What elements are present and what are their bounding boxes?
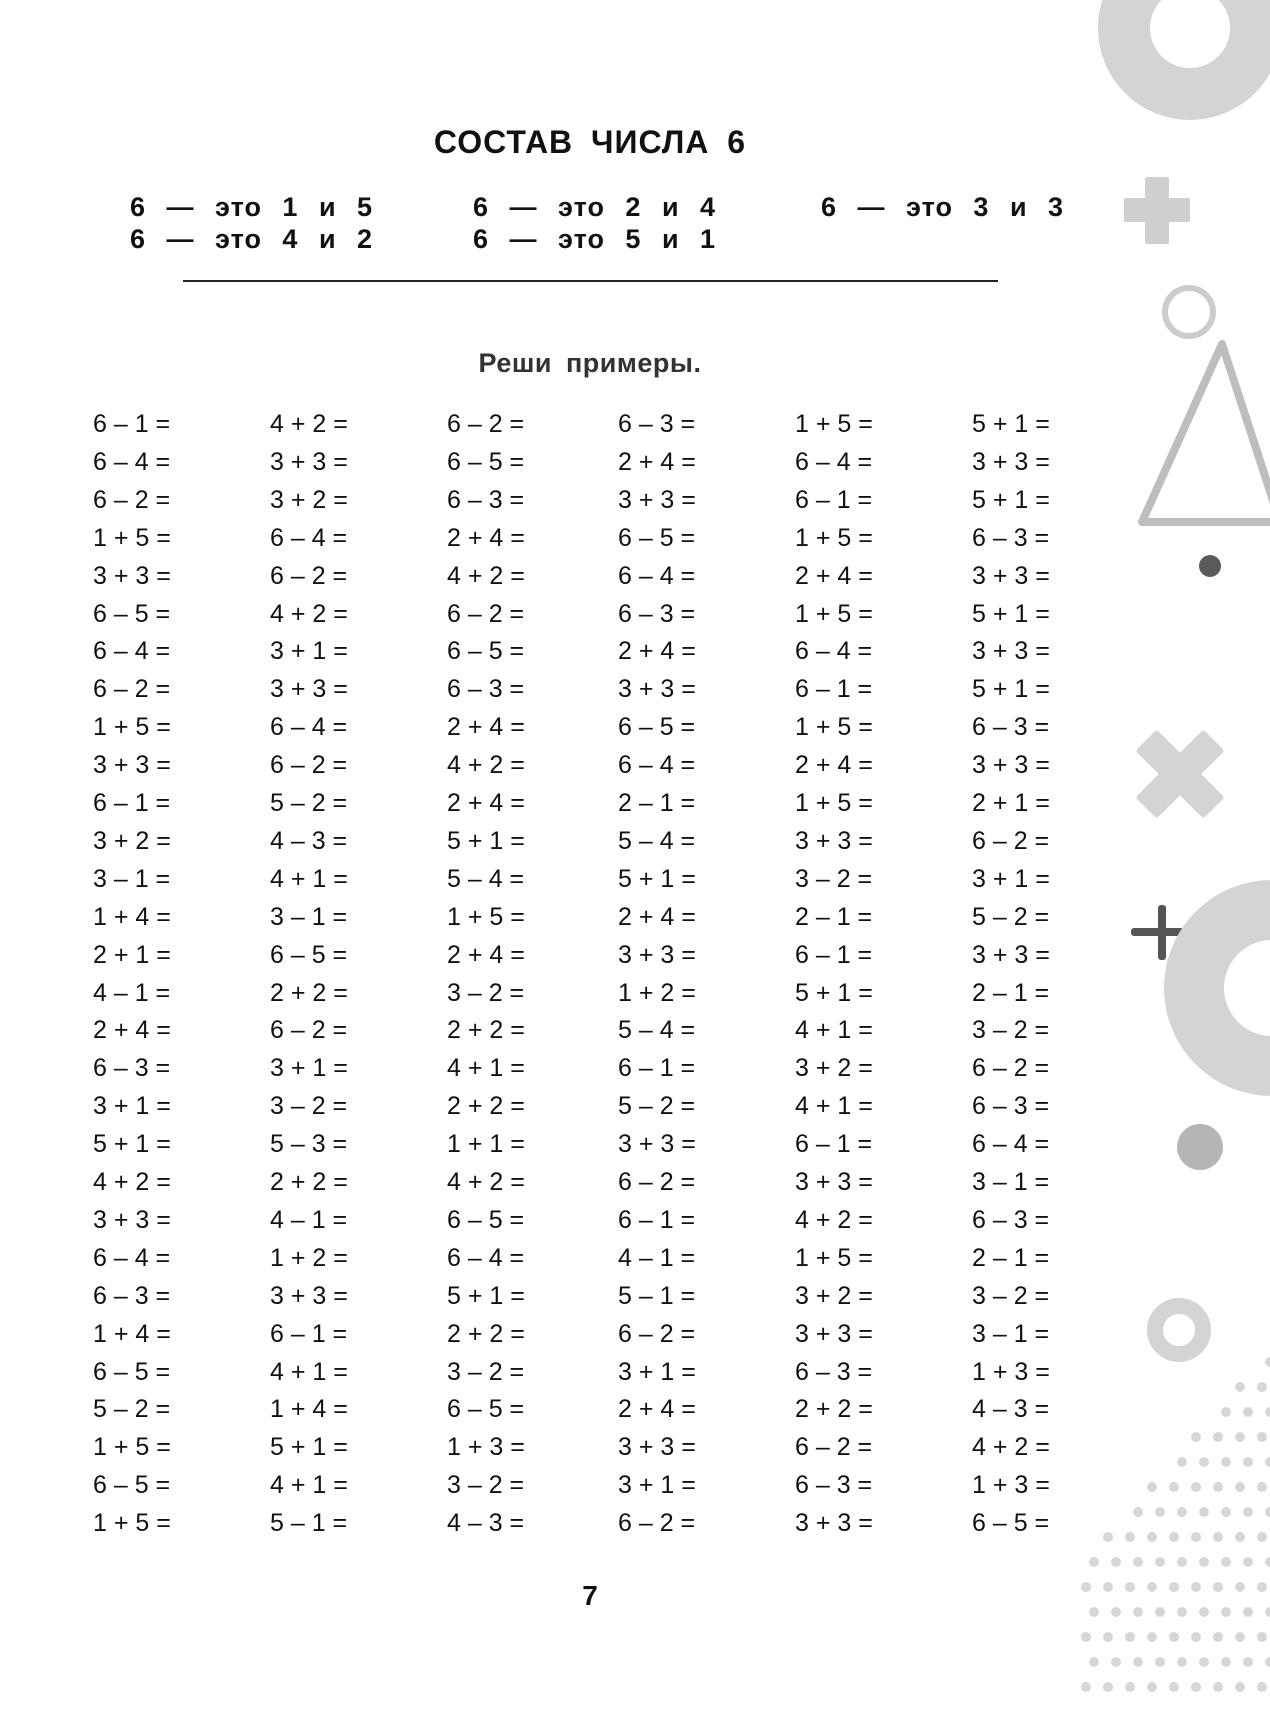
exercise-item: 1 + 5 = bbox=[795, 410, 873, 438]
pattern-dot bbox=[1221, 1557, 1231, 1567]
exercise-item: 2 + 4 = bbox=[93, 1016, 171, 1044]
pattern-dot bbox=[1089, 1657, 1099, 1667]
pattern-dot bbox=[1111, 1657, 1121, 1667]
exercise-item: 1 + 2 = bbox=[270, 1244, 348, 1272]
exercise-item: 4 + 2 = bbox=[447, 562, 525, 590]
pattern-dot bbox=[1235, 1632, 1245, 1642]
exercise-item: 6 – 1 = bbox=[795, 486, 873, 514]
exercise-item: 3 + 3 = bbox=[270, 675, 348, 703]
exercise-item: 5 + 1 = bbox=[447, 1282, 525, 1310]
exercise-item: 5 – 3 = bbox=[270, 1130, 348, 1158]
pattern-dot bbox=[1213, 1482, 1223, 1492]
exercise-item: 5 – 2 = bbox=[93, 1395, 171, 1423]
exercise-item: 6 – 5 = bbox=[618, 524, 696, 552]
exercise-item: 6 – 2 = bbox=[972, 1054, 1050, 1082]
exercise-item: 5 + 1 = bbox=[972, 410, 1050, 438]
pattern-dot bbox=[1147, 1482, 1157, 1492]
pattern-dot bbox=[1125, 1632, 1135, 1642]
lower-ring-icon bbox=[1155, 1306, 1203, 1354]
exercise-item: 4 + 2 = bbox=[795, 1206, 873, 1234]
cross-icon bbox=[1112, 706, 1248, 842]
exercise-item: 5 – 1 = bbox=[618, 1282, 696, 1310]
pattern-dot bbox=[1169, 1632, 1179, 1642]
pattern-dot bbox=[1257, 1682, 1267, 1692]
exercise-item: 6 – 3 = bbox=[618, 410, 696, 438]
exercise-item: 1 + 5 = bbox=[93, 1509, 171, 1537]
exercise-item: 1 + 5 = bbox=[93, 713, 171, 741]
pattern-dot bbox=[1191, 1682, 1201, 1692]
pattern-dot bbox=[1257, 1482, 1267, 1492]
pattern-dot bbox=[1169, 1482, 1179, 1492]
exercise-item: 2 + 2 = bbox=[270, 979, 348, 1007]
pattern-dot bbox=[1103, 1632, 1113, 1642]
exercise-item: 4 – 1 = bbox=[270, 1206, 348, 1234]
pattern-dot bbox=[1213, 1532, 1223, 1542]
pattern-dot bbox=[1169, 1682, 1179, 1692]
exercise-item: 6 – 3 = bbox=[93, 1054, 171, 1082]
pattern-dot bbox=[1081, 1632, 1091, 1642]
page-number: 7 bbox=[582, 1580, 598, 1611]
exercise-item: 3 – 2 = bbox=[270, 1092, 348, 1120]
exercise-item: 6 – 2 = bbox=[972, 827, 1050, 855]
pattern-dot bbox=[1191, 1532, 1201, 1542]
exercise-item: 5 – 4 = bbox=[447, 865, 525, 893]
exercise-item: 3 – 2 = bbox=[972, 1282, 1050, 1310]
exercise-item: 5 + 1 = bbox=[972, 675, 1050, 703]
exercise-item: 3 + 2 = bbox=[795, 1282, 873, 1310]
pattern-dot bbox=[1103, 1682, 1113, 1692]
pattern-dot bbox=[1111, 1557, 1121, 1567]
exercise-item: 3 + 1 = bbox=[270, 637, 348, 665]
exercise-item: 2 + 4 = bbox=[795, 751, 873, 779]
exercise-item: 4 + 2 = bbox=[270, 600, 348, 628]
exercise-item: 6 – 3 = bbox=[447, 486, 525, 514]
page-title: СОСТАВ ЧИСЛА 6 bbox=[433, 124, 747, 160]
pattern-dot bbox=[1177, 1657, 1187, 1667]
exercise-item: 6 – 2 = bbox=[795, 1433, 873, 1461]
exercise-item: 1 + 3 = bbox=[447, 1433, 525, 1461]
exercise-item: 5 – 2 = bbox=[972, 903, 1050, 931]
pattern-dot bbox=[1191, 1432, 1201, 1442]
exercise-item: 3 – 1 = bbox=[972, 1168, 1050, 1196]
exercise-item: 1 + 5 = bbox=[93, 524, 171, 552]
pattern-dot bbox=[1265, 1357, 1270, 1367]
pattern-dot bbox=[1257, 1632, 1267, 1642]
exercise-item: 3 – 2 = bbox=[447, 1358, 525, 1386]
exercise-item: 3 – 1 = bbox=[93, 865, 171, 893]
exercise-item: 3 + 3 = bbox=[270, 448, 348, 476]
exercise-item: 4 + 2 = bbox=[93, 1168, 171, 1196]
exercise-item: 1 + 4 = bbox=[93, 1320, 171, 1348]
exercise-item: 6 – 2 = bbox=[618, 1320, 696, 1348]
exercise-item: 6 – 4 = bbox=[93, 637, 171, 665]
pattern-dot bbox=[1147, 1632, 1157, 1642]
pattern-dot bbox=[1133, 1507, 1143, 1517]
exercise-item: 6 – 1 = bbox=[795, 941, 873, 969]
exercise-item: 6 – 4 = bbox=[972, 1130, 1050, 1158]
exercise-item: 4 + 2 = bbox=[447, 751, 525, 779]
pattern-dot bbox=[1257, 1432, 1267, 1442]
exercise-item: 2 + 4 = bbox=[447, 789, 525, 817]
instruction-heading: Реши примеры. bbox=[478, 348, 702, 378]
exercise-item: 4 + 2 = bbox=[972, 1433, 1050, 1461]
exercise-item: 6 – 3 = bbox=[795, 1358, 873, 1386]
exercise-item: 3 + 1 = bbox=[93, 1092, 171, 1120]
pattern-dot bbox=[1191, 1582, 1201, 1592]
exercise-item: 6 – 1 = bbox=[795, 675, 873, 703]
exercise-item: 1 + 5 = bbox=[447, 903, 525, 931]
pattern-dot bbox=[1257, 1582, 1267, 1592]
pattern-dot bbox=[1199, 1457, 1209, 1467]
exercise-item: 3 + 3 = bbox=[618, 675, 696, 703]
fact-item: 6 — это 4 и 2 bbox=[130, 224, 374, 254]
exercise-item: 6 – 5 = bbox=[447, 1395, 525, 1423]
exercise-item: 6 – 5 = bbox=[447, 448, 525, 476]
exercise-item: 3 + 3 = bbox=[93, 751, 171, 779]
exercise-item: 3 + 3 = bbox=[618, 486, 696, 514]
exercise-item: 2 – 1 = bbox=[972, 1244, 1050, 1272]
exercise-item: 4 + 1 = bbox=[447, 1054, 525, 1082]
pattern-dot bbox=[1221, 1407, 1231, 1417]
half-ring-icon bbox=[1194, 910, 1270, 1066]
pattern-dot bbox=[1213, 1582, 1223, 1592]
pattern-dot bbox=[1265, 1407, 1270, 1417]
exercise-item: 2 – 1 = bbox=[972, 979, 1050, 1007]
exercise-item: 3 + 1 = bbox=[618, 1471, 696, 1499]
exercise-item: 6 – 5 = bbox=[270, 941, 348, 969]
exercise-item: 1 + 5 = bbox=[795, 600, 873, 628]
fact-item: 6 — это 5 и 1 bbox=[473, 224, 717, 254]
exercise-item: 3 – 2 = bbox=[795, 865, 873, 893]
exercise-item: 2 + 4 = bbox=[618, 637, 696, 665]
pattern-dot bbox=[1265, 1457, 1270, 1467]
exercise-item: 3 + 3 = bbox=[270, 1282, 348, 1310]
exercise-item: 5 + 1 = bbox=[270, 1433, 348, 1461]
plus-icon bbox=[1124, 177, 1190, 244]
exercise-item: 6 – 4 = bbox=[93, 448, 171, 476]
pattern-dot bbox=[1243, 1657, 1253, 1667]
exercise-item: 6 – 3 = bbox=[972, 1092, 1050, 1120]
pattern-dot bbox=[1177, 1457, 1187, 1467]
pattern-dot bbox=[1199, 1557, 1209, 1567]
pattern-dot bbox=[1213, 1682, 1223, 1692]
exercise-item: 2 + 2 = bbox=[447, 1320, 525, 1348]
exercise-item: 6 – 2 = bbox=[618, 1168, 696, 1196]
pattern-dot bbox=[1213, 1432, 1223, 1442]
exercise-item: 3 + 3 = bbox=[972, 448, 1050, 476]
exercise-item: 4 – 1 = bbox=[618, 1244, 696, 1272]
pattern-dot bbox=[1103, 1532, 1113, 1542]
exercise-item: 3 + 3 = bbox=[618, 1433, 696, 1461]
exercise-item: 6 – 2 = bbox=[93, 675, 171, 703]
exercise-item: 3 + 3 = bbox=[795, 1509, 873, 1537]
ring-icon bbox=[1124, 0, 1256, 94]
exercise-item: 6 – 4 = bbox=[270, 524, 348, 552]
exercise-item: 6 – 2 = bbox=[270, 1016, 348, 1044]
exercise-item: 3 + 1 = bbox=[618, 1358, 696, 1386]
exercise-item: 6 – 1 = bbox=[93, 410, 171, 438]
exercise-item: 5 + 1 = bbox=[93, 1130, 171, 1158]
exercise-item: 6 – 2 = bbox=[618, 1509, 696, 1537]
exercise-item: 3 + 3 = bbox=[618, 1130, 696, 1158]
exercise-item: 6 – 4 = bbox=[795, 448, 873, 476]
exercise-item: 1 + 2 = bbox=[618, 979, 696, 1007]
pattern-dot bbox=[1243, 1407, 1253, 1417]
pattern-dot bbox=[1221, 1457, 1231, 1467]
exercise-item: 6 – 5 = bbox=[972, 1509, 1050, 1537]
pattern-dot bbox=[1235, 1532, 1245, 1542]
exercise-item: 5 + 1 = bbox=[972, 486, 1050, 514]
exercise-item: 3 + 3 = bbox=[795, 827, 873, 855]
exercise-item: 2 + 1 = bbox=[972, 789, 1050, 817]
pattern-dot bbox=[1265, 1657, 1270, 1667]
exercise-item: 2 + 4 = bbox=[447, 941, 525, 969]
pattern-dot bbox=[1265, 1507, 1270, 1517]
pattern-dot bbox=[1199, 1507, 1209, 1517]
divider-line bbox=[183, 280, 998, 282]
exercise-item: 6 – 3 = bbox=[447, 675, 525, 703]
exercise-item: 6 – 5 = bbox=[447, 1206, 525, 1234]
thin-plus-icon bbox=[1131, 905, 1186, 960]
fact-item: 6 — это 2 и 4 bbox=[473, 192, 717, 222]
exercise-item: 1 + 4 = bbox=[270, 1395, 348, 1423]
exercise-item: 6 – 5 = bbox=[447, 637, 525, 665]
pattern-dot bbox=[1235, 1682, 1245, 1692]
exercise-item: 6 – 1 = bbox=[270, 1320, 348, 1348]
exercise-item: 3 + 1 = bbox=[270, 1054, 348, 1082]
exercise-item: 6 – 4 = bbox=[618, 562, 696, 590]
exercise-item: 4 + 1 = bbox=[270, 1358, 348, 1386]
exercise-item: 2 + 4 = bbox=[618, 1395, 696, 1423]
exercise-item: 2 + 4 = bbox=[795, 562, 873, 590]
pattern-dot bbox=[1235, 1382, 1245, 1392]
exercise-item: 3 – 2 = bbox=[447, 1471, 525, 1499]
exercise-item: 1 + 5 = bbox=[795, 713, 873, 741]
exercise-item: 4 + 1 = bbox=[795, 1016, 873, 1044]
exercise-item: 5 – 4 = bbox=[618, 1016, 696, 1044]
pattern-dot bbox=[1265, 1557, 1270, 1567]
exercise-item: 6 – 3 = bbox=[93, 1282, 171, 1310]
exercise-item: 6 – 1 = bbox=[618, 1206, 696, 1234]
pattern-dot bbox=[1133, 1657, 1143, 1667]
exercise-item: 3 + 3 = bbox=[93, 562, 171, 590]
pattern-dot bbox=[1169, 1532, 1179, 1542]
exercise-item: 3 + 3 = bbox=[795, 1320, 873, 1348]
exercise-item: 6 – 5 = bbox=[93, 1471, 171, 1499]
exercise-item: 5 + 1 = bbox=[972, 600, 1050, 628]
pattern-dot bbox=[1089, 1557, 1099, 1567]
pattern-dot bbox=[1133, 1557, 1143, 1567]
dot-icon bbox=[1199, 555, 1221, 577]
exercise-item: 6 – 3 = bbox=[972, 524, 1050, 552]
pattern-dot bbox=[1257, 1382, 1267, 1392]
exercise-item: 6 – 3 = bbox=[618, 600, 696, 628]
exercise-item: 3 + 1 = bbox=[972, 865, 1050, 893]
exercise-item: 3 – 1 = bbox=[972, 1320, 1050, 1348]
exercise-item: 3 + 3 = bbox=[972, 941, 1050, 969]
exercise-item: 6 – 5 = bbox=[93, 1358, 171, 1386]
exercise-item: 5 + 1 = bbox=[795, 979, 873, 1007]
pattern-dot bbox=[1147, 1682, 1157, 1692]
exercise-item: 6 – 1 = bbox=[93, 789, 171, 817]
exercise-item: 3 – 2 = bbox=[447, 979, 525, 1007]
exercise-item: 4 + 1 = bbox=[270, 865, 348, 893]
exercise-item: 5 – 2 = bbox=[270, 789, 348, 817]
pattern-dot bbox=[1257, 1532, 1267, 1542]
grey-dot-icon bbox=[1177, 1124, 1223, 1170]
exercise-item: 3 + 2 = bbox=[270, 486, 348, 514]
exercise-item: 3 + 3 = bbox=[93, 1206, 171, 1234]
exercise-item: 1 + 5 = bbox=[93, 1433, 171, 1461]
exercise-item: 1 + 5 = bbox=[795, 1244, 873, 1272]
pattern-dot bbox=[1243, 1507, 1253, 1517]
exercise-item: 1 + 3 = bbox=[972, 1471, 1050, 1499]
pattern-dot bbox=[1213, 1632, 1223, 1642]
exercise-item: 6 – 4 = bbox=[618, 751, 696, 779]
pattern-dot bbox=[1191, 1632, 1201, 1642]
exercise-item: 2 + 4 = bbox=[618, 903, 696, 931]
exercise-item: 4 + 1 = bbox=[795, 1092, 873, 1120]
exercise-item: 2 + 4 = bbox=[447, 713, 525, 741]
exercise-item: 3 – 1 = bbox=[270, 903, 348, 931]
exercise-item: 5 – 1 = bbox=[270, 1509, 348, 1537]
exercise-item: 4 – 3 = bbox=[447, 1509, 525, 1537]
pattern-dot bbox=[1177, 1557, 1187, 1567]
exercise-item: 6 – 4 = bbox=[270, 713, 348, 741]
pattern-dot bbox=[1235, 1432, 1245, 1442]
pattern-dot bbox=[1155, 1657, 1165, 1667]
fact-item: 6 — это 3 и 3 bbox=[821, 192, 1065, 222]
pattern-dot bbox=[1221, 1657, 1231, 1667]
exercise-item: 3 + 3 = bbox=[972, 751, 1050, 779]
exercise-item: 4 + 2 = bbox=[447, 1168, 525, 1196]
exercise-item: 1 + 1 = bbox=[447, 1130, 525, 1158]
exercise-item: 6 – 2 = bbox=[447, 600, 525, 628]
exercise-item: 3 + 2 = bbox=[93, 827, 171, 855]
exercise-item: 6 – 2 = bbox=[270, 562, 348, 590]
exercise-item: 6 – 1 = bbox=[618, 1054, 696, 1082]
exercise-item: 6 – 2 = bbox=[270, 751, 348, 779]
exercise-item: 4 – 1 = bbox=[93, 979, 171, 1007]
pattern-dot bbox=[1265, 1607, 1270, 1617]
exercise-item: 6 – 3 = bbox=[972, 1206, 1050, 1234]
pattern-dot bbox=[1235, 1582, 1245, 1592]
pattern-dot bbox=[1147, 1532, 1157, 1542]
pattern-dot bbox=[1177, 1507, 1187, 1517]
exercise-item: 3 + 2 = bbox=[795, 1054, 873, 1082]
pattern-dot bbox=[1243, 1557, 1253, 1567]
exercise-item: 6 – 2 = bbox=[93, 486, 171, 514]
exercise-item: 3 + 3 = bbox=[618, 941, 696, 969]
pattern-dot bbox=[1191, 1482, 1201, 1492]
pattern-dot bbox=[1221, 1507, 1231, 1517]
exercise-item: 2 + 4 = bbox=[618, 448, 696, 476]
exercise-item: 5 + 1 = bbox=[447, 827, 525, 855]
exercise-item: 6 – 3 = bbox=[972, 713, 1050, 741]
exercise-item: 1 + 3 = bbox=[972, 1358, 1050, 1386]
pattern-dot bbox=[1081, 1682, 1091, 1692]
small-ring-icon bbox=[1165, 288, 1213, 336]
exercise-item: 2 + 1 = bbox=[93, 941, 171, 969]
exercise-item: 5 + 1 = bbox=[618, 865, 696, 893]
exercise-item: 2 + 2 = bbox=[795, 1395, 873, 1423]
pattern-dot bbox=[1125, 1682, 1135, 1692]
dot-pattern-icon bbox=[1081, 1357, 1270, 1692]
pattern-dot bbox=[1199, 1607, 1209, 1617]
exercise-item: 2 + 2 = bbox=[270, 1168, 348, 1196]
exercise-item: 4 – 3 = bbox=[270, 827, 348, 855]
exercise-item: 6 – 1 = bbox=[795, 1130, 873, 1158]
exercise-item: 6 – 2 = bbox=[447, 410, 525, 438]
exercise-item: 2 – 1 = bbox=[795, 903, 873, 931]
pattern-dot bbox=[1155, 1507, 1165, 1517]
exercise-item: 3 + 3 = bbox=[972, 562, 1050, 590]
exercise-item: 1 + 4 = bbox=[93, 903, 171, 931]
exercise-item: 2 + 2 = bbox=[447, 1092, 525, 1120]
exercise-item: 5 – 4 = bbox=[618, 827, 696, 855]
exercise-item: 2 – 1 = bbox=[618, 789, 696, 817]
exercise-item: 6 – 5 = bbox=[618, 713, 696, 741]
fact-item: 6 — это 1 и 5 bbox=[130, 192, 374, 222]
exercise-item: 3 + 3 = bbox=[972, 637, 1050, 665]
exercise-item: 6 – 4 = bbox=[447, 1244, 525, 1272]
exercise-item: 2 + 4 = bbox=[447, 524, 525, 552]
exercise-item: 4 + 1 = bbox=[270, 1471, 348, 1499]
pattern-dot bbox=[1235, 1482, 1245, 1492]
exercise-item: 3 – 2 = bbox=[972, 1016, 1050, 1044]
pattern-dot bbox=[1125, 1532, 1135, 1542]
exercise-item: 6 – 3 = bbox=[795, 1471, 873, 1499]
pattern-dot bbox=[1243, 1457, 1253, 1467]
pattern-dot bbox=[1221, 1607, 1231, 1617]
exercise-item: 6 – 4 = bbox=[93, 1244, 171, 1272]
exercise-item: 5 – 2 = bbox=[618, 1092, 696, 1120]
exercise-item: 4 – 3 = bbox=[972, 1395, 1050, 1423]
exercise-item: 6 – 4 = bbox=[795, 637, 873, 665]
pattern-dot bbox=[1155, 1557, 1165, 1567]
exercise-item: 2 + 2 = bbox=[447, 1016, 525, 1044]
exercise-item: 6 – 5 = bbox=[93, 600, 171, 628]
exercise-item: 1 + 5 = bbox=[795, 789, 873, 817]
exercise-item: 1 + 5 = bbox=[795, 524, 873, 552]
exercise-item: 4 + 2 = bbox=[270, 410, 348, 438]
exercise-item: 3 + 3 = bbox=[795, 1168, 873, 1196]
pattern-dot bbox=[1243, 1607, 1253, 1617]
pattern-dot bbox=[1199, 1657, 1209, 1667]
